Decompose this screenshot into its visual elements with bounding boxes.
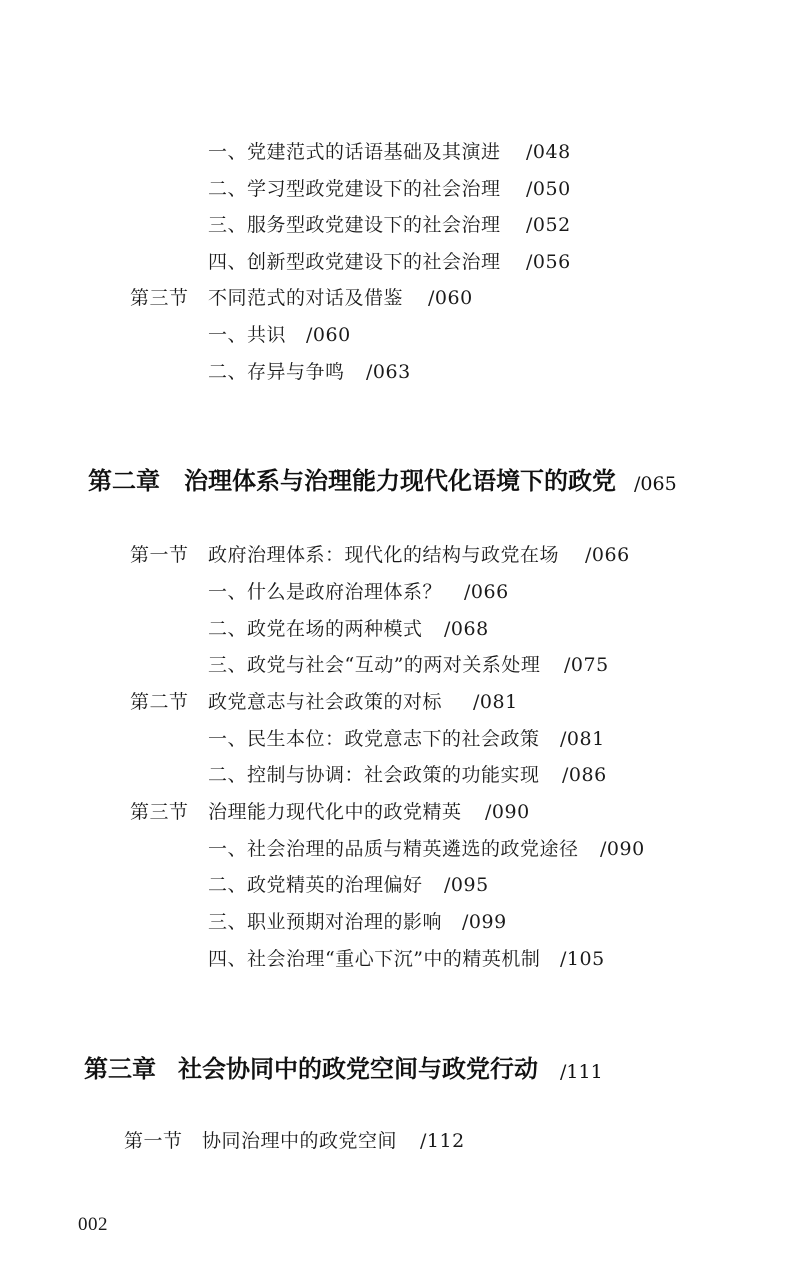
toc-entry <box>208 140 571 164</box>
chapter-title: 治理体系与治理能力现代化语境下的政党 <box>184 467 616 495</box>
chapter-page-number: /065 <box>634 473 677 495</box>
toc-entry-text: 二、控制与协调：社会政策的功能实现 <box>208 764 540 786</box>
toc-entry-text: 四、社会治理“重心下沉”中的精英机制 <box>208 948 541 970</box>
toc-entry-text: 一、社会治理的品质与精英遴选的政党途径 <box>208 838 579 860</box>
toc-page-number: /060 <box>428 287 473 309</box>
toc-section <box>124 1129 465 1153</box>
toc-page-number: /052 <box>526 214 571 236</box>
toc-page-number: /095 <box>444 874 489 896</box>
toc-page-number: /099 <box>462 911 507 933</box>
toc-entry <box>208 323 351 347</box>
toc-page-number: /105 <box>560 948 605 970</box>
chapter-title: 社会协同中的政党空间与政党行动 <box>178 1055 538 1083</box>
toc-entry <box>208 837 645 861</box>
toc-entry <box>208 653 609 677</box>
toc-page-number: /112 <box>420 1130 465 1152</box>
toc-entry-text: 二、政党精英的治理偏好 <box>208 874 423 896</box>
toc-entry <box>208 177 571 201</box>
toc-entry-text: 一、民生本位：政党意志下的社会政策 <box>208 728 540 750</box>
toc-entry-text: 一、共识 <box>208 324 287 346</box>
toc-entry-text: 四、创新型政党建设下的社会治理 <box>208 251 501 273</box>
chapter-page-number: /111 <box>560 1061 603 1083</box>
toc-section-text: 第二节 政党意志与社会政策的对标 <box>130 691 443 713</box>
toc-entry <box>208 763 607 787</box>
toc-entry-text: 二、学习型政党建设下的社会治理 <box>208 178 501 200</box>
toc-entry <box>208 873 489 897</box>
toc-page-number: /075 <box>564 654 609 676</box>
toc-page-number: /063 <box>366 361 411 383</box>
toc-section-text: 第一节 协同治理中的政党空间 <box>124 1130 398 1152</box>
toc-entry-text: 三、政党与社会“互动”的两对关系处理 <box>208 654 541 676</box>
toc-section-text: 第三节 不同范式的对话及借鉴 <box>130 287 404 309</box>
toc-entry-text: 一、党建范式的话语基础及其演进 <box>208 141 501 163</box>
toc-entry <box>208 727 605 751</box>
toc-section <box>130 286 473 310</box>
toc-section <box>130 543 630 567</box>
toc-entry <box>208 580 509 604</box>
toc-entry-text: 二、政党在场的两种模式 <box>208 618 423 640</box>
toc-entry-text: 三、职业预期对治理的影响 <box>208 911 443 933</box>
toc-section <box>130 690 518 714</box>
toc-page-number: /066 <box>585 544 630 566</box>
toc-page-number: /081 <box>473 691 518 713</box>
toc-entry-text: 二、存异与争鸣 <box>208 361 345 383</box>
chapter-heading <box>88 466 688 496</box>
toc-entry-text: 三、服务型政党建设下的社会治理 <box>208 214 501 236</box>
toc-page-number: /056 <box>526 251 571 273</box>
toc-entry <box>208 213 571 237</box>
page-folio: 002 <box>78 1214 108 1235</box>
toc-entry-text: 一、什么是政府治理体系？ <box>208 581 443 603</box>
toc-page-number: /048 <box>526 141 571 163</box>
toc-page-number: /086 <box>562 764 607 786</box>
toc-entry <box>208 617 489 641</box>
toc-page-number: /090 <box>485 801 530 823</box>
toc-section-text: 第一节 政府治理体系：现代化的结构与政党在场 <box>130 544 560 566</box>
toc-entry <box>208 910 507 934</box>
toc-page-number: /060 <box>306 324 351 346</box>
toc-page-number: /068 <box>444 618 489 640</box>
toc-page-number: /066 <box>464 581 509 603</box>
toc-section <box>130 800 530 824</box>
toc-page-number: /050 <box>526 178 571 200</box>
chapter-label: 第三章 <box>84 1055 156 1083</box>
toc-section-text: 第三节 治理能力现代化中的政党精英 <box>130 801 462 823</box>
chapter-heading <box>84 1054 644 1084</box>
chapter-label: 第二章 <box>88 467 160 495</box>
toc-page-number: /081 <box>560 728 605 750</box>
toc-page-number: /090 <box>600 838 645 860</box>
toc-entry <box>208 947 605 971</box>
toc-entry <box>208 250 571 274</box>
toc-entry <box>208 360 411 384</box>
